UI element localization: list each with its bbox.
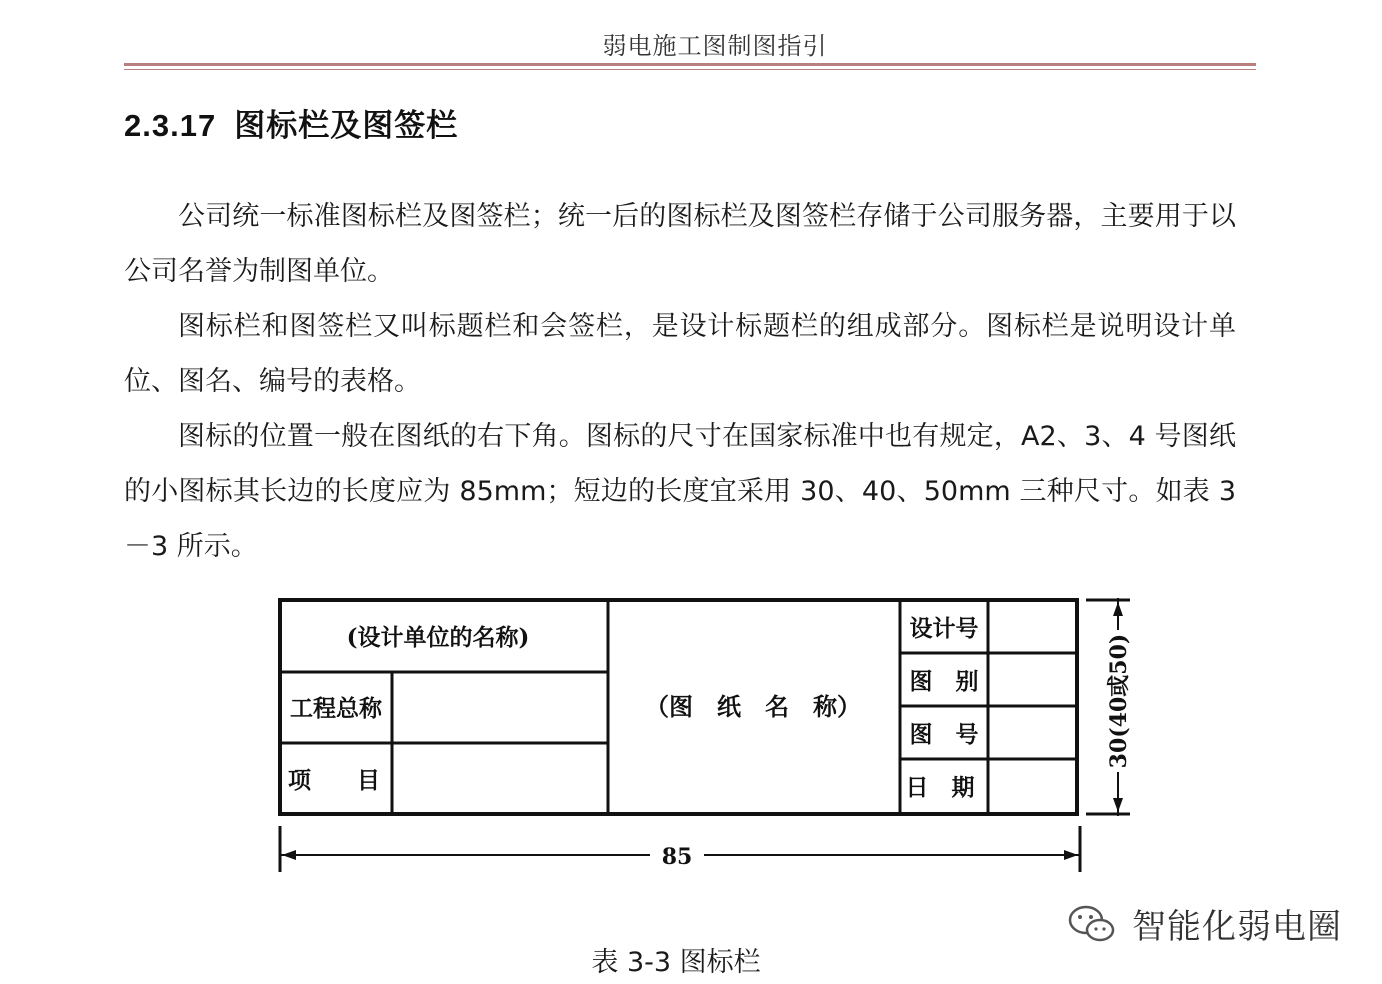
dim-arrow-right xyxy=(1064,850,1078,860)
drawing-type-label: 图 别 xyxy=(909,668,979,695)
design-number-label: 设计号 xyxy=(909,615,979,642)
watermark-label: 智能化弱电圈 xyxy=(1132,906,1342,947)
project-general-label: 工程总称 xyxy=(290,695,382,722)
item-label: 项 目 xyxy=(288,767,380,794)
dim-label-height: 30(40或50) xyxy=(1106,633,1132,769)
dim-arrow-top xyxy=(1113,602,1123,616)
dim-arrow-bottom xyxy=(1113,798,1123,812)
table-caption: 表 3-3 图标栏 xyxy=(591,947,761,978)
drawing-number-label: 图 号 xyxy=(909,721,979,748)
drawing-name: （图 纸 名 称） xyxy=(645,692,861,721)
date-label: 日 期 xyxy=(905,774,975,801)
dim-arrow-left xyxy=(282,850,296,860)
dim-label-width: 85 xyxy=(661,844,693,870)
document-header-title: 弱电施工图制图指引 xyxy=(602,32,828,60)
paragraph-2: 图标栏和图签栏又叫标题栏和会签栏，是设计标题栏的组成部分。图标栏是说明设计单位、图名、编号的表格。 xyxy=(124,311,1236,397)
section-title: 图标栏及图签栏 xyxy=(234,108,459,143)
section-number: 2.3.17 xyxy=(124,108,217,143)
design-unit-name: (设计单位的名称) xyxy=(346,624,530,651)
paragraph-1: 公司统一标准图标栏及图签栏；统一后的图标栏及图签栏存储于公司服务器，主要用于以公司名誉为制图单位。 xyxy=(124,201,1236,287)
paragraph-3: 图标的位置一般在图纸的右下角。图标的尺寸在国家标准中也有规定，A2、3、4 号图纸的小图标其长边的长度应为 85mm；短边的长度宜采用 30、40、50mm 三种尺寸。如表 3－3 所示。 xyxy=(124,421,1236,562)
